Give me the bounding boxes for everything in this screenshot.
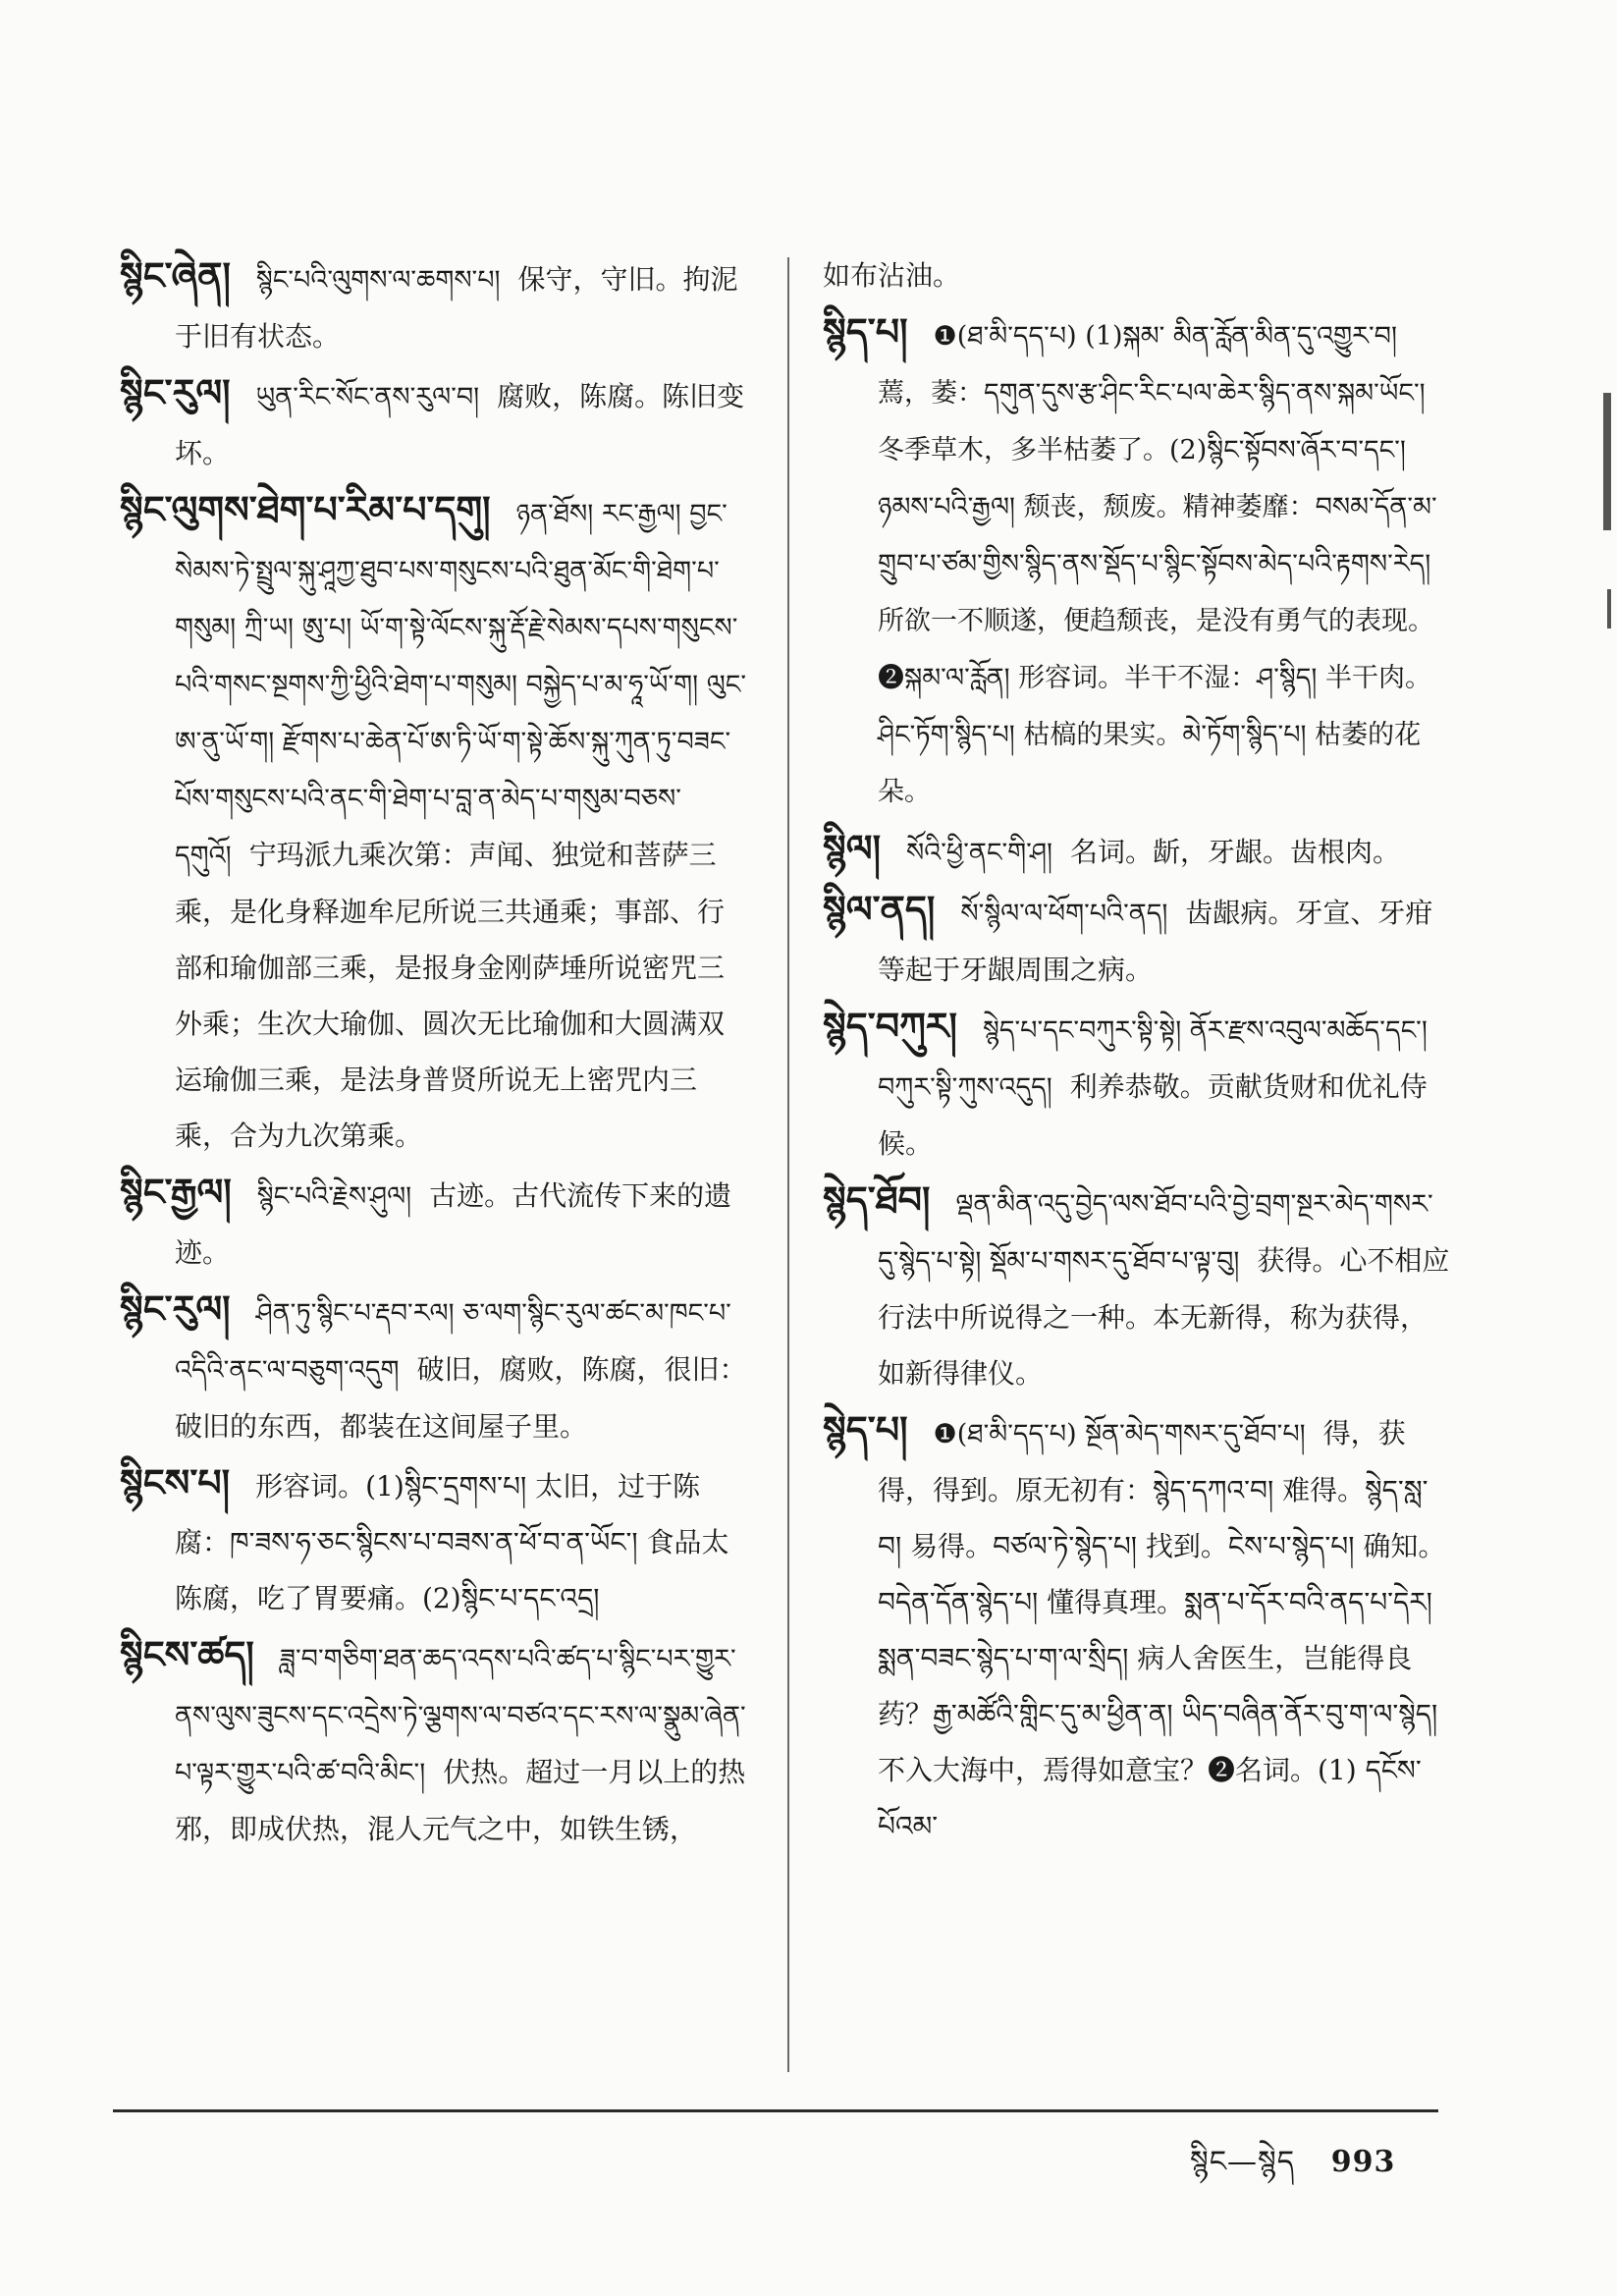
chinese-definition: 得，获得，得到。原无初有：སྙེད་དཀའ་བ། 难得。སྙེད་སླ་བ། 易得。བཙལ་ཏེ་སྙེད་པ། 找到。ངེས་པ་སྙེད་པ། 确知。བདེན་དོན་སྙེད་པ། 懂得真理。སྨན་པ་དོར་བའི་ནད་པ་དེར། སྨན་བཟང་སྙེད་པ་ག་ལ་སྲིད། 病人舍医生，岂能得良药？རྒྱ་མཚོའི་གླིང་དུ་མ་ཕྱིན་ན། ཡིད་བཞིན་ནོར་བུ་ག་ལ་སྙེད། 不入大海中，焉得如意宝？❷名词。(1) དངོས་པོའམ་ xyxy=(878,1417,1446,1842)
entry-headword: སྙིང་ལུགས་ཐེག་པ་རིམ་པ་དགུ། xyxy=(120,487,491,531)
scan-edge-mark xyxy=(1607,589,1611,629)
dictionary-entry xyxy=(823,820,1451,881)
chinese-definition: 伏热。超过一月以上的热邪，即成伏热，混人元气之中，如铁生锈， xyxy=(175,1756,746,1845)
tibetan-definition: སོ་སྙིལ་ལ་ཕོག་པའི་ནད། xyxy=(960,899,1168,929)
chinese-definition: 齿龈病。牙宣、牙疳等起于牙龈周围之病。 xyxy=(878,897,1433,986)
entry-headword: སྙིལ། xyxy=(823,826,882,870)
entry-headword: སྙིངས་པ། xyxy=(120,1460,231,1504)
tibetan-definition: ❶(ཐ་མི་དད་པ) སྔོན་མེད་གསར་དུ་ཐོབ་པ། xyxy=(933,1419,1306,1449)
tibetan-definition: ཡུན་རིང་སོང་ནས་རུལ་བ། xyxy=(255,382,480,412)
chinese-definition: 宁玛派九乘次第：声闻、独觉和菩萨三乘，是化身释迦牟尼所说三共通乘；事部、行部和瑜伽部三乘，是报身金刚萨埵所说密咒三外乘；生次大瑜伽、圆次无比瑜伽和大圆满双运瑜伽三乘，是法身普贤所说无上密咒内三乘，合为九次第乘。 xyxy=(175,839,726,1152)
chinese-definition: 破旧，腐败，陈腐，很旧：破旧的东西，都装在这间屋子里。 xyxy=(175,1353,747,1443)
chinese-definition: 获得。心不相应行法中所说得之一种。本无新得，称为获得，如新得律仪。 xyxy=(878,1244,1450,1390)
entry-headword: སྙིང་རྒྱལ། xyxy=(120,1170,232,1214)
dictionary-entry xyxy=(120,1164,748,1281)
dictionary-entry xyxy=(823,247,1451,303)
tibetan-definition: ལྡན་མིན་འདུ་བྱེད་ལས་ཐོབ་པའི་བྱེ་བྲག་སྔར་མེད་གསར་དུ་སྙེད་པ་སྟེ། སྡོམ་པ་གསར་དུ་ཐོབ་པ་ལྟ་བུ། xyxy=(878,1189,1433,1277)
headword-range: སྙིང—སྙེད xyxy=(1190,2145,1296,2179)
dictionary-entry xyxy=(823,303,1451,820)
entry-headword: སྙེད་བཀུར། xyxy=(823,1004,957,1048)
tibetan-definition: སྙིང་པའི་ལུགས་ལ་ཆགས་པ། xyxy=(255,265,501,296)
tibetan-definition: སྙིང་པའི་རྗེས་ཤུལ། xyxy=(256,1181,412,1212)
dictionary-entry xyxy=(120,1626,748,1857)
dictionary-entry xyxy=(120,364,748,481)
dictionary-entry xyxy=(823,998,1451,1172)
page-footer xyxy=(1190,2129,1395,2212)
dictionary-entry xyxy=(823,1172,1451,1401)
scan-edge-mark xyxy=(1603,393,1611,530)
chinese-definition: 利养恭敬。贡献货财和优礼侍候。 xyxy=(878,1070,1428,1160)
entry-headword: སྙིང་ཞེན། xyxy=(120,253,231,298)
chinese-definition: 如布沾油。 xyxy=(823,259,961,292)
chinese-definition: 形容词。(1)སྙིང་དྲགས་པ། 太旧，过于陈腐：ཁ་ཟས་ཧ་ཅང་སྙིངས་པ་བཟས་ན་ཕོ་བ་ན་ཡོང་། 食品太陈腐，吃了胃要痛。(2)སྙིང་པ་དང་འདྲ། xyxy=(175,1470,729,1614)
tibetan-definition: སོའི་ཕྱི་ནང་གི་ཤ། xyxy=(906,838,1053,868)
right-column xyxy=(823,247,1451,1854)
chinese-definition: 保守，守旧。拘泥于旧有状态。 xyxy=(175,263,738,353)
entry-headword: སྙིད་པ། xyxy=(823,309,908,354)
dictionary-entry xyxy=(823,1401,1451,1854)
tibetan-definition: ❶(ཐ་མི་དད་པ) (1)སྐམ་ མིན་རློན་མིན་དུ་འགྱུར་བ། 蔫，萎：དགུན་དུས་རྩ་ཤིང་རིང་པལ་ཆེར་སྙིད་ནས་སྐམ་ཡོང་། 冬季草木，多半枯萎了。(2)སྙིང་སྟོབས་ཞོར་བ་དང་། ཉམས་པའི་རྒྱལ། 颓丧，颓废。精神萎靡：བསམ་དོན་མ་གྲུབ་པ་ཙམ་གྱིས་སྙིད་ནས་སྡོད་པ་སྙིང་སྟོབས་མེད་པའི་རྟགས་རེད། 所欲一不顺遂，便趋颓丧，是没有勇气的表现。❷སྐམ་ལ་རློན། 形容词。半干不湿：ཤ་སྙིད། 半干肉。ཤིང་ཏོག་སྙིད་པ། 枯槁的果实。མེ་ཏོག་སྙིད་པ། 枯萎的花朵。 xyxy=(878,321,1437,807)
entry-headword: སྙེད་ཐོབ། xyxy=(823,1177,931,1222)
left-column xyxy=(120,247,748,1857)
dictionary-entry xyxy=(120,1454,748,1626)
column-divider xyxy=(787,257,789,2072)
entry-headword: སྙིལ་ནད། xyxy=(823,887,936,931)
tibetan-definition: ཟླ་བ་གཅིག་ཐན་ཆད་འདས་པའི་ཚད་པ་སྙིང་པར་གྱུར་ནས་ལུས་ཟུངས་དང་འདྲེས་ཏེ་ལྕགས་ལ་བཙའ་དང་རས་ལ་སྣུམ་ཞེན་པ་ལྟར་གྱུར་པའི་ཚ་བའི་མིང་། xyxy=(175,1644,746,1788)
tibetan-definition: ཉན་ཐོས། རང་རྒྱལ། བྱང་སེམས་ཏེ་སྤྲུལ་སྐུ་ཤཱཀྱ་ཐུབ་པས་གསུངས་པའི་ཐུན་མོང་གི་ཐེག་པ་གསུམ། ཀྲི་ཡ། ཨུ་པ། ཡོ་ག་སྟེ་ལོངས་སྐུ་རྡོ་རྗེ་སེམས་དཔས་གསུངས་པའི་གསང་སྔགས་ཀྱི་ཕྱིའི་ཐེག་པ་གསུམ། བསྐྱེད་པ་མ་ཧཱ་ཡོ་ག། ལུང་ཨ་ནུ་ཡོ་ག། རྫོགས་པ་ཆེན་པོ་ཨ་ཏི་ཡོ་ག་སྟེ་ཆོས་སྐུ་ཀུན་ཏུ་བཟང་པོས་གསུངས་པའི་ནང་གི་ཐེག་པ་བླ་ན་མེད་པ་གསུམ་བཅས་དགུའོ། xyxy=(175,499,747,871)
entry-headword: སྙིང་རུལ། xyxy=(120,1286,231,1331)
footer-rule xyxy=(113,2109,1438,2112)
dictionary-entry xyxy=(120,481,748,1164)
entry-headword: སྙིང་རུལ། xyxy=(120,370,231,414)
dictionary-entry xyxy=(823,881,1451,998)
page-number: 993 xyxy=(1330,2145,1396,2179)
chinese-definition: 古迹。古代流传下来的遗迹。 xyxy=(175,1179,732,1269)
chinese-definition: 名词。龂，牙龈。齿根肉。 xyxy=(1070,836,1401,868)
dictionary-entry xyxy=(120,247,748,364)
chinese-definition: 腐败，陈腐。陈旧变坏。 xyxy=(175,380,745,469)
tibetan-definition: སྙེད་པ་དང་བཀུར་སྟི་སྟེ། ནོར་རྫས་འབུལ་མཆོད་དང་། བཀུར་སྟི་ཀུས་འདུད། xyxy=(878,1015,1428,1103)
entry-headword: སྙེད་པ། xyxy=(823,1407,908,1451)
dictionary-entry xyxy=(120,1281,748,1454)
tibetan-definition: ཤིན་ཏུ་སྙིང་པ་རྡབ་རལ། ཅ་ལག་སྙིང་རུལ་ཚང་མ་ཁང་པ་འདིའི་ནང་ལ་བཅུག་འདུག xyxy=(175,1298,731,1386)
entry-headword: སྙིངས་ཚད། xyxy=(120,1632,254,1676)
